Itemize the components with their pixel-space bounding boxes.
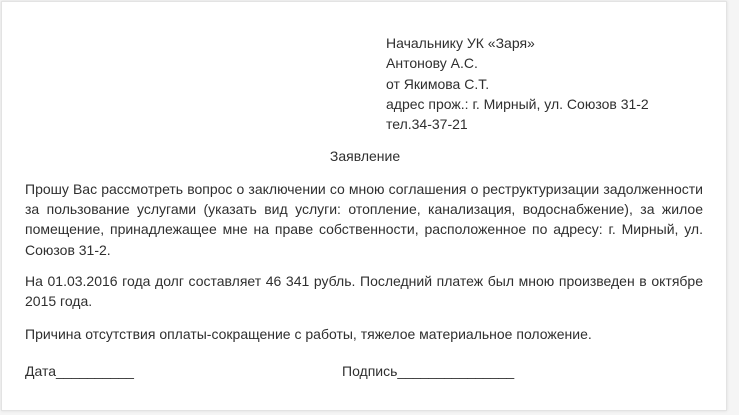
document-page [1,1,727,411]
document-title: Заявление [329,148,401,164]
sender-address: адрес прож.: г. Мирный, ул. Союзов 31-2 [386,95,649,112]
reason-paragraph: Причина отсутствия оплаты-сокращение с работы, тяжелое материальное положение. [25,326,592,342]
sender-name: от Якимова С.Т. [386,75,490,92]
debt-paragraph: На 01.03.2016 года долг составляет 46 341 рубль. Последний платеж был мною произведен в октябре 2015 года. [25,273,703,310]
sender-phone: тел.34-37-21 [386,116,468,133]
addressee-name: Антонову А.С. [386,55,478,72]
request-paragraph: Прошу Вас рассмотреть вопрос о заключении со мною соглашения о реструктуризации задолженности за пользование услугами (указать вид услуги: отопление, канализация, водоснабжение), за жилое помещение, принадлежащее мне на праве собственности, расположенное по адресу: г. Мирный, ул. Союзов 31-2. [25,181,703,258]
signature-line: Подпись_______________ [342,363,515,379]
addressee-block [386,33,649,134]
date-line: Дата__________ [25,363,134,379]
addressee-position: Начальнику УК «Заря» [386,35,535,51]
